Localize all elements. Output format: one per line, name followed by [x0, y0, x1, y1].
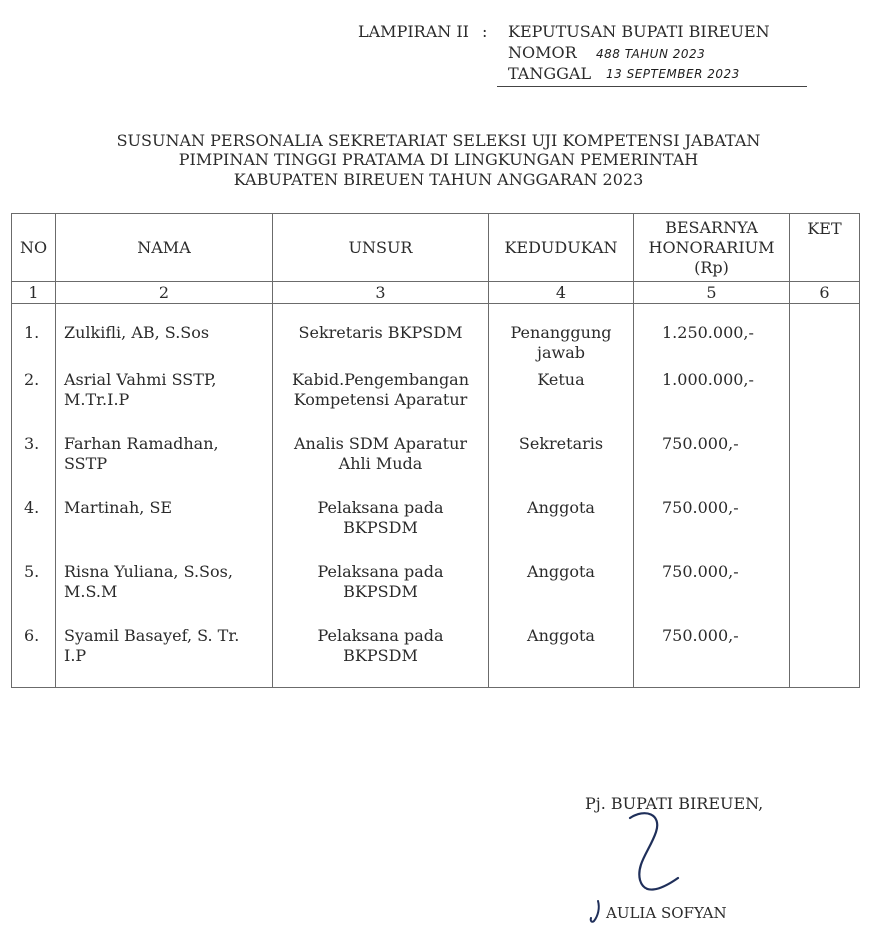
row-nama-line: Farhan Ramadhan,	[64, 433, 219, 453]
row-nama	[56, 560, 273, 624]
row-kedudukan-line: Anggota	[527, 561, 595, 581]
row-kedudukan	[489, 368, 634, 432]
doc-title-line-1: SUSUNAN PERSONALIA SEKRETARIAT SELEKSI UJI KOMPETENSI JABATAN	[116, 131, 761, 150]
row-unsur-line: BKPSDM	[343, 581, 418, 601]
row-unsur-line: Pelaksana pada	[317, 625, 444, 645]
table-row	[12, 368, 860, 432]
row-honorarium: 750.000,-	[634, 432, 790, 496]
signatory-name: AULIA SOFYAN	[606, 904, 727, 922]
row-nama-line: SSTP	[64, 453, 108, 473]
table-row	[12, 560, 860, 624]
signatory-office: Pj. BUPATI BIREUEN,	[585, 794, 764, 813]
row-unsur-line: Pelaksana pada	[317, 497, 444, 517]
column-number: 6	[790, 282, 860, 304]
row-ket	[790, 560, 860, 624]
header-honorarium-line-2: HONORARIUM	[648, 237, 775, 257]
row-no: 5.	[12, 560, 56, 624]
row-ket	[790, 432, 860, 496]
row-ket	[790, 304, 860, 368]
row-no: 3.	[12, 432, 56, 496]
row-nama-line: Zulkifli, AB, S.Sos	[64, 323, 210, 342]
row-unsur-line: BKPSDM	[343, 645, 418, 665]
row-nama-line: Martinah, SE	[64, 497, 173, 517]
row-honorarium: 750.000,-	[634, 624, 790, 688]
row-no: 1.	[12, 304, 56, 368]
row-no: 2.	[12, 368, 56, 432]
row-nama	[56, 368, 273, 432]
row-ket	[790, 496, 860, 560]
header-rule	[497, 86, 807, 87]
lampiran-label: LAMPIRAN II	[358, 22, 469, 41]
row-unsur-line: Pelaksana pada	[317, 561, 444, 581]
row-nama-line: Asrial Vahmi SSTP,	[64, 369, 217, 389]
row-honorarium: 750.000,-	[634, 560, 790, 624]
row-honorarium: 1.250.000,-	[634, 304, 790, 368]
row-kedudukan	[489, 496, 634, 560]
row-nama-line: Risna Yuliana, S.Sos,	[64, 561, 233, 581]
column-number: 2	[56, 282, 273, 304]
row-no: 4.	[12, 496, 56, 560]
row-nama	[56, 432, 273, 496]
row-unsur-line: Sekretaris BKPSDM	[298, 323, 463, 342]
row-kedudukan-line: Anggota	[527, 625, 595, 645]
column-number: 1	[12, 282, 56, 304]
table-header-row	[12, 214, 860, 282]
header-honorarium	[634, 214, 790, 282]
row-unsur	[273, 368, 489, 432]
row-no: 6.	[12, 624, 56, 688]
column-number: 4	[489, 282, 634, 304]
row-kedudukan	[489, 304, 634, 368]
row-nama-line: M.S.M	[64, 581, 118, 601]
row-kedudukan	[489, 560, 634, 624]
row-kedudukan	[489, 624, 634, 688]
row-unsur	[273, 560, 489, 624]
header-separator: :	[482, 22, 488, 41]
row-kedudukan-line: Sekretaris	[518, 433, 604, 453]
header-unsur: UNSUR	[273, 214, 489, 282]
row-nama-line: M.Tr.I.P	[64, 389, 130, 409]
tanggal-label: TANGGAL	[508, 64, 592, 83]
header-no: NO	[12, 214, 56, 282]
row-honorarium: 750.000,-	[634, 496, 790, 560]
doc-title-line-2: PIMPINAN TINGGI PRATAMA DI LINGKUNGAN PEMERINTAH	[178, 150, 699, 169]
row-nama	[56, 624, 273, 688]
row-nama-line: Syamil Basayef, S. Tr.	[64, 625, 240, 645]
column-number: 3	[273, 282, 489, 304]
nomor-value: 488 TAHUN 2023	[596, 47, 706, 61]
table-row	[12, 624, 860, 688]
column-number-row	[12, 282, 860, 304]
row-nama	[56, 496, 273, 560]
row-unsur	[273, 304, 489, 368]
row-kedudukan-line: jawab	[537, 343, 585, 362]
header-honorarium-line-1: BESARNYA	[665, 217, 758, 237]
row-nama-line: I.P	[64, 645, 87, 665]
row-ket	[790, 624, 860, 688]
row-kedudukan	[489, 432, 634, 496]
initial-mark	[588, 898, 604, 926]
header-nama: NAMA	[56, 214, 273, 282]
row-kedudukan-line: Penanggung	[510, 323, 612, 342]
nomor-label: NOMOR	[508, 43, 577, 62]
row-ket	[790, 368, 860, 432]
row-unsur-line: BKPSDM	[343, 517, 418, 537]
decision-title: KEPUTUSAN BUPATI BIREUEN	[508, 22, 770, 41]
tanggal-value: 13 SEPTEMBER 2023	[606, 67, 740, 81]
row-kedudukan-line: Ketua	[537, 369, 585, 389]
header-honorarium-line-3: (Rp)	[694, 257, 729, 277]
column-number: 5	[634, 282, 790, 304]
row-unsur	[273, 432, 489, 496]
doc-title-line-3: KABUPATEN BIREUEN TAHUN ANGGARAN 2023	[233, 170, 644, 189]
header-ket: KET	[790, 214, 860, 282]
row-honorarium: 1.000.000,-	[634, 368, 790, 432]
table-row	[12, 496, 860, 560]
row-unsur	[273, 496, 489, 560]
personnel-table	[11, 213, 860, 688]
row-unsur-line: Kompetensi Aparatur	[293, 389, 468, 409]
row-unsur	[273, 624, 489, 688]
row-nama	[56, 304, 273, 368]
row-unsur-line: Ahli Muda	[338, 453, 423, 473]
row-unsur-line: Analis SDM Aparatur	[293, 433, 468, 453]
table-row	[12, 432, 860, 496]
table-row	[12, 304, 860, 368]
row-kedudukan-line: Anggota	[527, 497, 595, 517]
header-kedudukan: KEDUDUKAN	[489, 214, 634, 282]
row-unsur-line: Kabid.Pengembangan	[291, 369, 470, 389]
